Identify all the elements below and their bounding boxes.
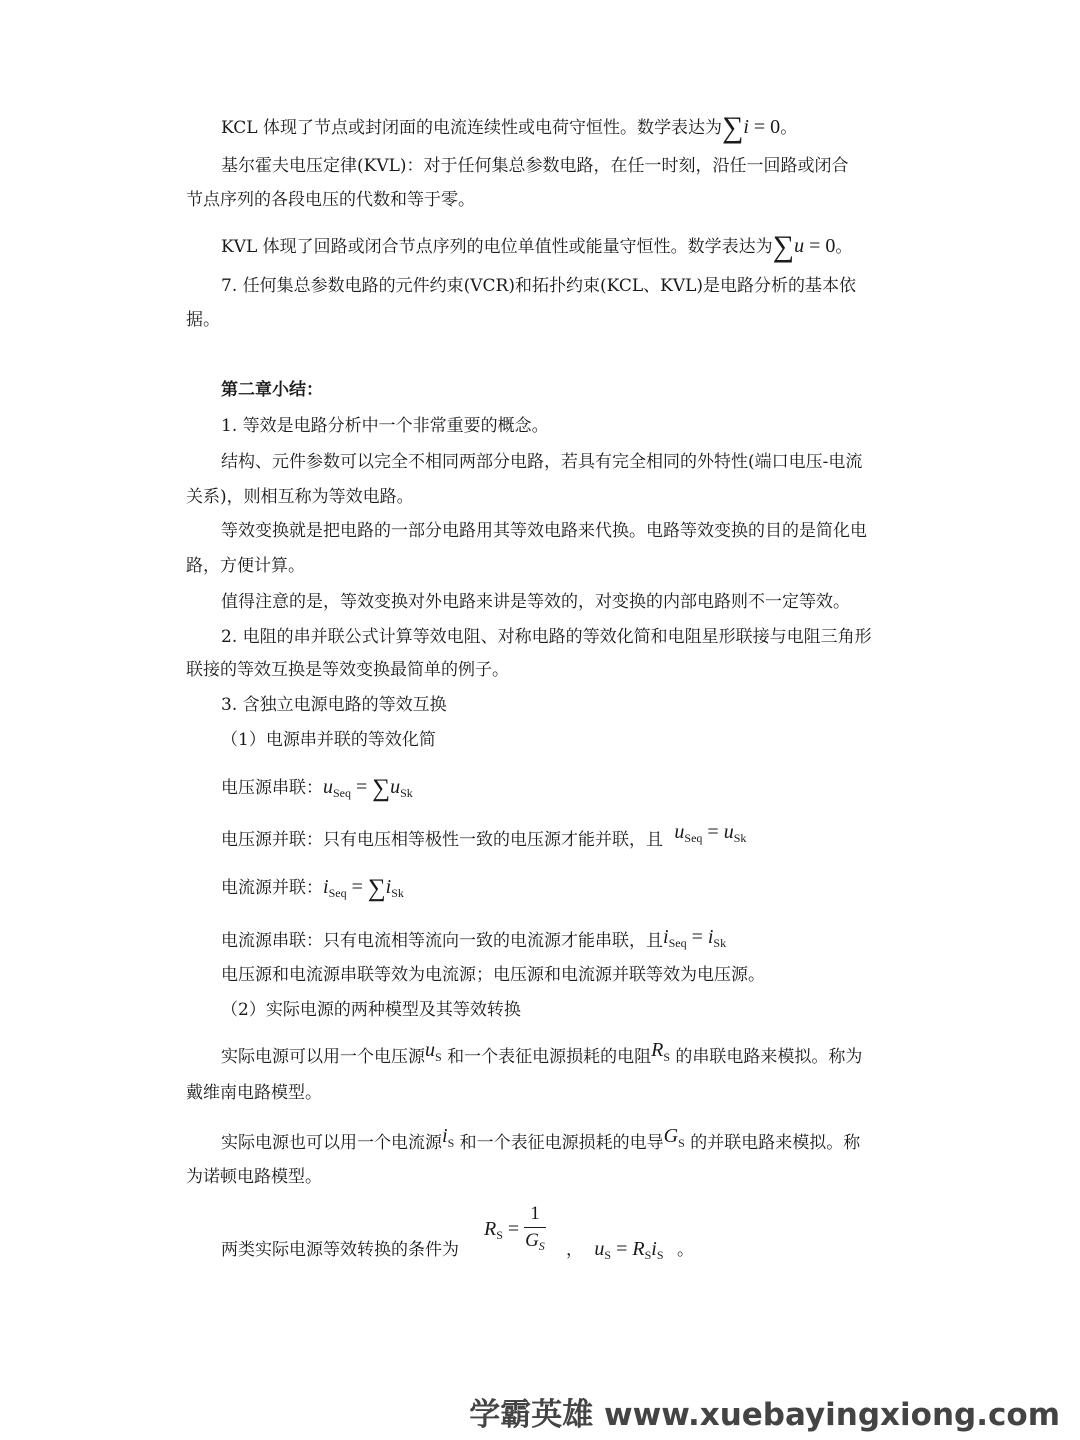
end-mark: 。 [676,1240,694,1260]
kvl-definition-line2: 节点序列的各段电压的代数和等于零。 [186,190,475,210]
symbol-sub: S [496,1228,503,1242]
norton-line1 [221,1125,861,1154]
sum-symbol: ∑ [367,875,386,902]
formula-eq: = [702,821,724,843]
formula-lhs: i [663,926,669,948]
fraction [524,1202,546,1259]
norton-line2: 为诺顿电路模型。 [186,1167,322,1187]
chapter2-p6: 3. 含独立电源电路的等效互换 [221,695,447,715]
text: 的并联电路来模拟。称 [690,1133,861,1153]
kvl-var: u [794,235,805,257]
kvl-rhs: = 0 [804,235,836,257]
chapter2-p5-line2: 联接的等效互换是等效变换最简单的例子。 [186,660,509,680]
chapter2-p9: （2）实际电源的两种模型及其等效转换 [221,1000,521,1020]
fraction-numerator: 1 [524,1202,546,1228]
kvl-end: 。 [835,237,853,257]
symbol-i: i [442,1125,448,1147]
symbol-sub: S [447,1136,455,1150]
symbol-r: R [651,1039,664,1061]
symbol-sub: S [663,1050,670,1064]
voltage-series-formula [221,776,413,804]
kcl-end: 。 [780,118,798,138]
point7-line2: 据。 [186,310,220,330]
sum-symbol: ∑ [372,775,391,802]
thevenin-line2: 戴维南电路模型。 [186,1083,322,1103]
symbol-sub: S [604,1248,612,1262]
chapter2-p1: 1. 等效是电路分析中一个非常重要的概念。 [221,416,549,436]
chapter2-p2-line1: 结构、元件参数可以完全不相同两部分电路，若具有完全相同的外特性(端口电压-电流 [221,452,863,472]
chapter2-p3-line1: 等效变换就是把电路的一部分电路用其等效电路来代换。电路等效变换的目的是简化电 [221,521,867,541]
symbol-sub: S [435,1050,442,1064]
separator: ， [566,1240,583,1260]
text: 的串联电路来模拟。称为 [675,1047,863,1067]
kvl-summary [221,230,853,263]
symbol-r: R [632,1238,645,1260]
formula-eq: = [686,926,708,948]
text: 实际电源可以用一个电压源 [221,1047,425,1067]
symbol-g: G [525,1230,539,1251]
chapter2-p4: 值得注意的是，等效变换对外电路来讲是等效的，对变换的内部电路则不一定等效。 [221,592,850,612]
formula-label: 电流源串联：只有电流相等流向一致的电流源才能串联，且 [221,931,663,951]
symbol-u: u [425,1039,435,1061]
conversion-formula-2 [566,1235,694,1263]
current-series-formula [221,926,727,957]
kcl-var: i [743,116,749,138]
formula-label: 电压源串联： [221,778,323,798]
kcl-text: KCL 体现了节点或封闭面的电流连续性或电荷守恒性。数学表达为 [221,118,722,138]
chapter2-p3-line2: 路，方便计算。 [186,556,305,576]
symbol-sub: S [644,1248,652,1262]
symbol-sub: S [656,1248,664,1262]
thevenin-line1 [221,1039,863,1068]
symbol-sub: S [538,1239,545,1253]
kcl-rhs: = 0 [748,116,781,138]
kvl-text: KVL 体现了回路或闭合节点序列的电位单值性或能量守恒性。数学表达为 [221,237,773,257]
formula-expr [674,823,746,843]
sum-symbol: ∑ [721,111,744,144]
formula-eq: = [346,876,368,898]
chapter2-p5-line1: 2. 电阻的串并联公式计算等效电阻、对称电路的等效化简和电阻星形联接与电阻三角形 [221,627,872,647]
text: 和一个表征电源损耗的电阻 [447,1047,652,1067]
formula-lhs-sub: Seq [328,886,347,900]
formula-lhs: u [674,821,685,843]
formula-rhs: u [390,776,401,798]
formula-rhs: i [707,926,714,948]
formula-lhs-sub: Seq [668,936,687,950]
text: 和一个表征电源损耗的电导 [459,1133,664,1153]
text: 实际电源也可以用一个电流源 [221,1133,442,1153]
formula-rhs-sub: Sk [400,786,413,800]
formula-lhs: u [323,776,333,798]
formula-lhs-sub: Seq [333,786,351,800]
formula-eq: = [502,1218,525,1240]
formula-rhs-sub: Sk [733,831,747,845]
kvl-definition-line1: 基尔霍夫电压定律(KVL)：对于任何集总参数电路，在任一时刻，沿任一回路或闭合 [221,156,849,176]
conversion-formula [484,1202,546,1259]
kcl-summary [221,111,798,144]
formula-lhs-sub: Seq [684,831,703,845]
symbol-sub: S [678,1136,685,1150]
chapter2-p2-line2: 关系)，则相互称为等效电路。 [186,487,414,507]
watermark: 学霸英雄 www.xuebayingxiong.com [469,1397,1060,1433]
symbol-i: i [651,1238,657,1260]
sum-symbol: ∑ [772,230,795,263]
conversion-label: 两类实际电源等效转换的条件为 [221,1240,459,1260]
fraction-denominator [524,1228,546,1259]
current-parallel-formula [221,876,404,904]
formula-rhs-sub: Sk [713,936,727,950]
voltage-parallel-formula [221,821,747,856]
formula-label: 电压源并联：只有电压相等极性一致的电压源才能并联，且 [221,830,663,850]
chapter2-p8: 电压源和电流源串联等效为电流源；电压源和电流源并联等效为电压源。 [221,965,765,985]
chapter2-p7: （1）电源串并联的等效化简 [221,730,436,750]
formula-rhs: i [385,876,392,898]
symbol-u: u [594,1238,605,1260]
symbol-r: R [484,1218,497,1240]
formula-rhs: u [723,821,734,843]
formula-expr [663,928,726,948]
formula-label: 电流源并联： [221,878,323,898]
symbol-g: G [663,1125,679,1147]
point7-line1: 7. 任何集总参数电路的元件约束(VCR)和拓扑约束(KCL、KVL)是电路分析的基本依 [221,276,857,296]
chapter2-heading: 第二章小结： [221,380,323,400]
formula-eq: = [351,776,373,798]
formula-lhs: i [323,876,329,898]
formula-eq: = [611,1238,633,1260]
formula-rhs-sub: Sk [391,886,404,900]
